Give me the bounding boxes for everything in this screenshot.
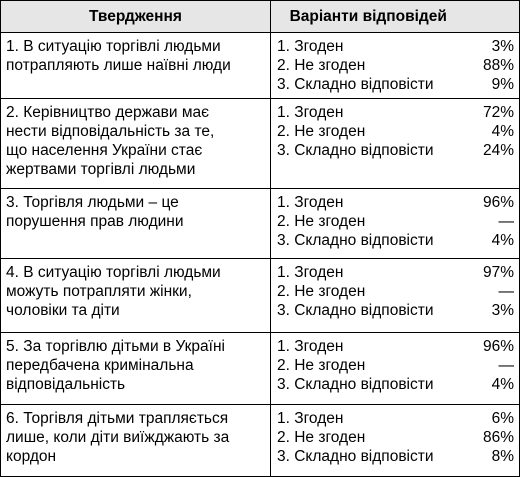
option-label: 1. Згоден (277, 338, 344, 355)
percent-value: 4% (491, 232, 514, 249)
values-cell (466, 99, 520, 189)
statement-line: жертвами торгівлі людьми (6, 161, 196, 178)
percent-value: 86% (482, 429, 514, 446)
statement-line: 4. В ситуацію торгівлі людьми (6, 264, 221, 281)
options-cell (271, 189, 466, 259)
option-label: 2. Не згоден (277, 213, 366, 230)
percent-value: 4% (491, 123, 514, 140)
values-column-header (466, 1, 520, 33)
option-label: 3. Складно відповісти (277, 232, 434, 249)
statement-cell (1, 99, 271, 189)
percent-value: 96% (482, 338, 514, 355)
option-label: 2. Не згоден (277, 283, 366, 300)
statement-line: 2. Керівництво держави має (6, 104, 210, 121)
option-label: 3. Складно відповісти (277, 376, 434, 393)
percent-value: — (498, 283, 514, 300)
values-cell (466, 33, 520, 99)
options-cell (271, 99, 466, 189)
percent-value: 72% (482, 104, 514, 121)
option-label: 3. Складно відповісти (277, 448, 434, 465)
table-row (1, 259, 520, 333)
option-label: 3. Складно відповісти (277, 76, 434, 93)
values-cell (466, 405, 520, 477)
percent-value: 4% (491, 376, 514, 393)
percent-value: 3% (491, 38, 514, 55)
percent-value: 3% (491, 302, 514, 319)
statement-line: кордон (6, 448, 57, 465)
percent-value: 24% (482, 142, 514, 159)
statement-line: потрапляють лише наївні люди (6, 57, 231, 74)
percent-value: 9% (491, 76, 514, 93)
statement-cell (1, 405, 271, 477)
table-row (1, 33, 520, 99)
table-row (1, 99, 520, 189)
option-label: 1. Згоден (277, 194, 344, 211)
table-header-row (1, 1, 520, 33)
options-cell (271, 405, 466, 477)
percent-value: 97% (482, 264, 514, 281)
statement-line: порушення прав людини (6, 213, 184, 230)
option-label: 2. Не згоден (277, 123, 366, 140)
option-label: 1. Згоден (277, 104, 344, 121)
statement-line: можуть потрапляти жінки, (6, 283, 192, 300)
percent-value: 96% (482, 194, 514, 211)
values-cell (466, 189, 520, 259)
answers-column-header: Варіанти відповідей (271, 1, 466, 33)
statement-line: що населення України стає (6, 142, 203, 159)
table-row (1, 405, 520, 477)
statement-cell (1, 33, 271, 99)
statement-line: лише, коли діти виїжджають за (6, 429, 230, 446)
table-row (1, 189, 520, 259)
table-row (1, 333, 520, 405)
percent-value: 8% (491, 448, 514, 465)
statement-line: 1. В ситуацію торгівлі людьми (6, 38, 221, 55)
percent-value: — (498, 213, 514, 230)
statement-line: 3. Торгівля людьми – це (6, 194, 179, 211)
option-label: 2. Не згоден (277, 57, 366, 74)
statement-line: передбачена кримінальна (6, 357, 194, 374)
statement-cell (1, 259, 271, 333)
option-label: 2. Не згоден (277, 429, 366, 446)
statement-cell (1, 333, 271, 405)
percent-value: — (498, 357, 514, 374)
options-cell (271, 33, 466, 99)
options-cell (271, 333, 466, 405)
statement-column-header: Твердження (1, 1, 271, 33)
values-cell (466, 259, 520, 333)
percent-value: 6% (491, 410, 514, 427)
statement-line: відповідальність (6, 376, 126, 393)
option-label: 1. Згоден (277, 38, 344, 55)
option-label: 1. Згоден (277, 264, 344, 281)
statement-line: нести відповідальність за те, (6, 123, 215, 140)
statement-line: 6. Торгівля дітьми трапляється (6, 410, 229, 427)
option-label: 3. Складно відповісти (277, 302, 434, 319)
statement-line: чоловіки та діти (6, 302, 120, 319)
statement-line: 5. За торгівлю дітьми в Україні (6, 338, 225, 355)
option-label: 1. Згоден (277, 410, 344, 427)
percent-value: 88% (482, 57, 514, 74)
statement-cell (1, 189, 271, 259)
values-cell (466, 333, 520, 405)
option-label: 3. Складно відповісти (277, 142, 434, 159)
options-cell (271, 259, 466, 333)
option-label: 2. Не згоден (277, 357, 366, 374)
